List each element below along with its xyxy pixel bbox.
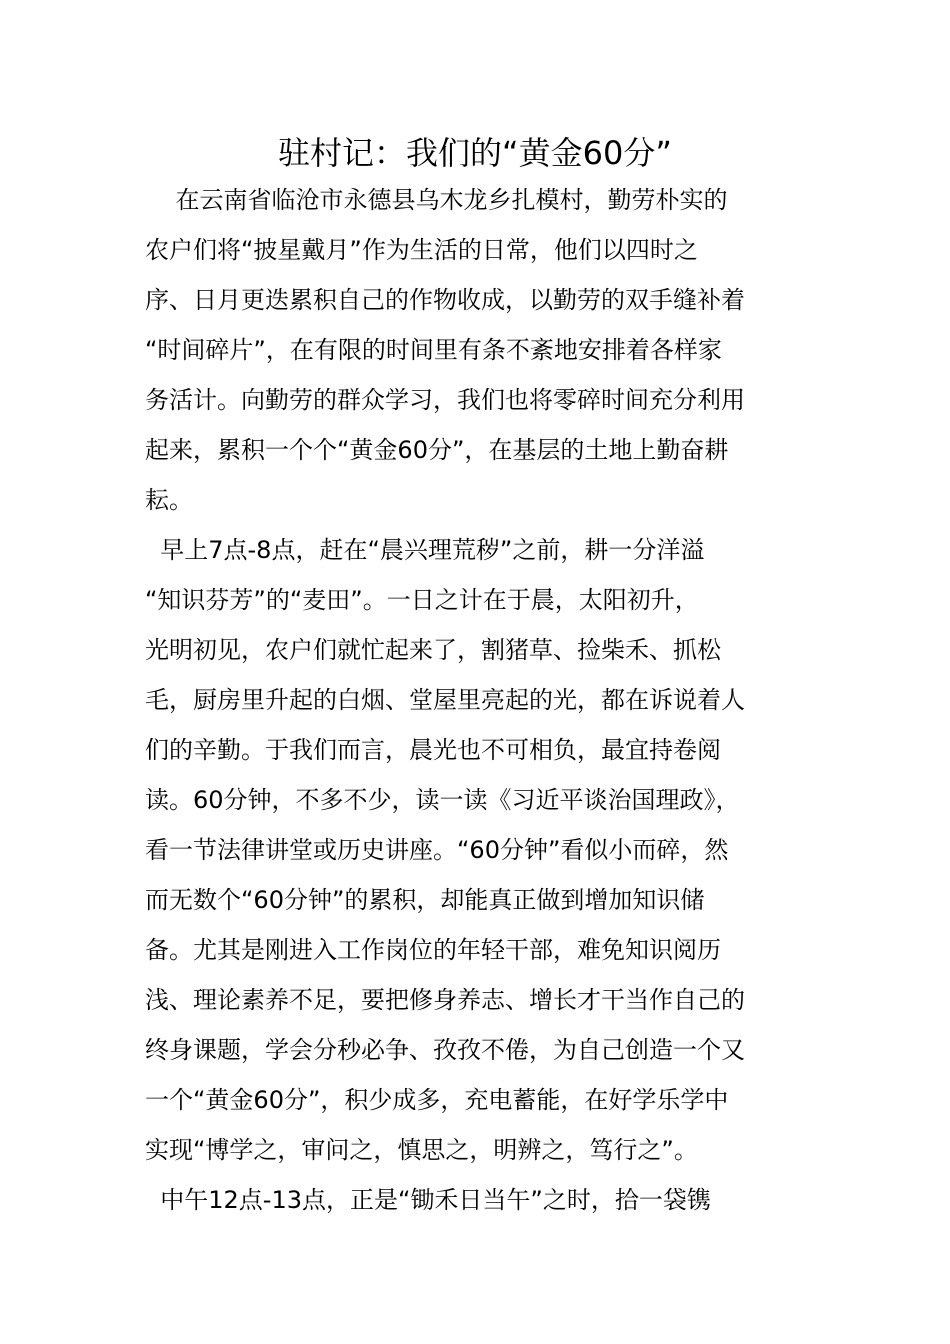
document-body [145,175,813,1225]
text-line: 农户们将“披星戴月”作为生活的日常，他们以四时之 [145,236,698,264]
text-line: 们的辛勤。于我们而言，晨光也不可相负，最宜持卷阅 [145,736,721,764]
text-line: 终身课题，学会分秒必争、孜孜不倦，为自己创造一个又 [145,1036,745,1064]
text-line: 光明初见，农户们就忙起来了，割猪草、捡柴禾、抓松 [145,636,721,664]
text-line: “知识芬芳”的“麦田”。一日之计在于晨，太阳初升， [145,586,699,614]
text-line: 看一节法律讲堂或历史讲座。“60分钟”看似小而碎，然 [145,836,729,864]
text-line: 务活计。向勤劳的群众学习，我们也将零碎时间充分利用 [145,386,745,414]
text-line: 在云南省临沧市永德县乌木龙乡扎模村，勤劳朴实的 [145,186,728,214]
text-line: “时间碎片”，在有限的时间里有条不紊地安排着各样家 [145,336,722,364]
text-line: 早上7点-8点，赶在“晨兴理荒秽”之前，耕一分洋溢 [145,536,705,564]
document-title: 驻村记：我们的“黄金60分” [278,134,672,172]
text-line: 备。尤其是刚进入工作岗位的年轻干部，难免知识阅历 [145,936,721,964]
text-line: 读。60分钟，不多不少，读一读《习近平谈治国理政》， [145,786,740,814]
text-line: 实现“博学之，审问之，慎思之，明辨之，笃行之”。 [145,1136,698,1164]
text-line: 浅、理论素养不足，要把修身养志、增长才干当作自己的 [145,986,745,1014]
text-line: 一个“黄金60分”，积少成多，充电蓄能，在好学乐学中 [145,1086,729,1114]
text-line: 起来，累积一个个“黄金60分”，在基层的土地上勤奋耕 [145,436,729,464]
text-line: 毛，厨房里升起的白烟、堂屋里亮起的光，都在诉说着人 [145,686,745,714]
text-line: 耘。 [145,486,193,514]
text-line: 而无数个“60分钟”的累积，却能真正做到增加知识储 [145,886,705,914]
text-line: 中午12点-13点，正是“锄禾日当午”之时，拾一袋镌 [145,1186,711,1214]
text-line: 序、日月更迭累积自己的作物收成，以勤劳的双手缝补着 [145,286,745,314]
